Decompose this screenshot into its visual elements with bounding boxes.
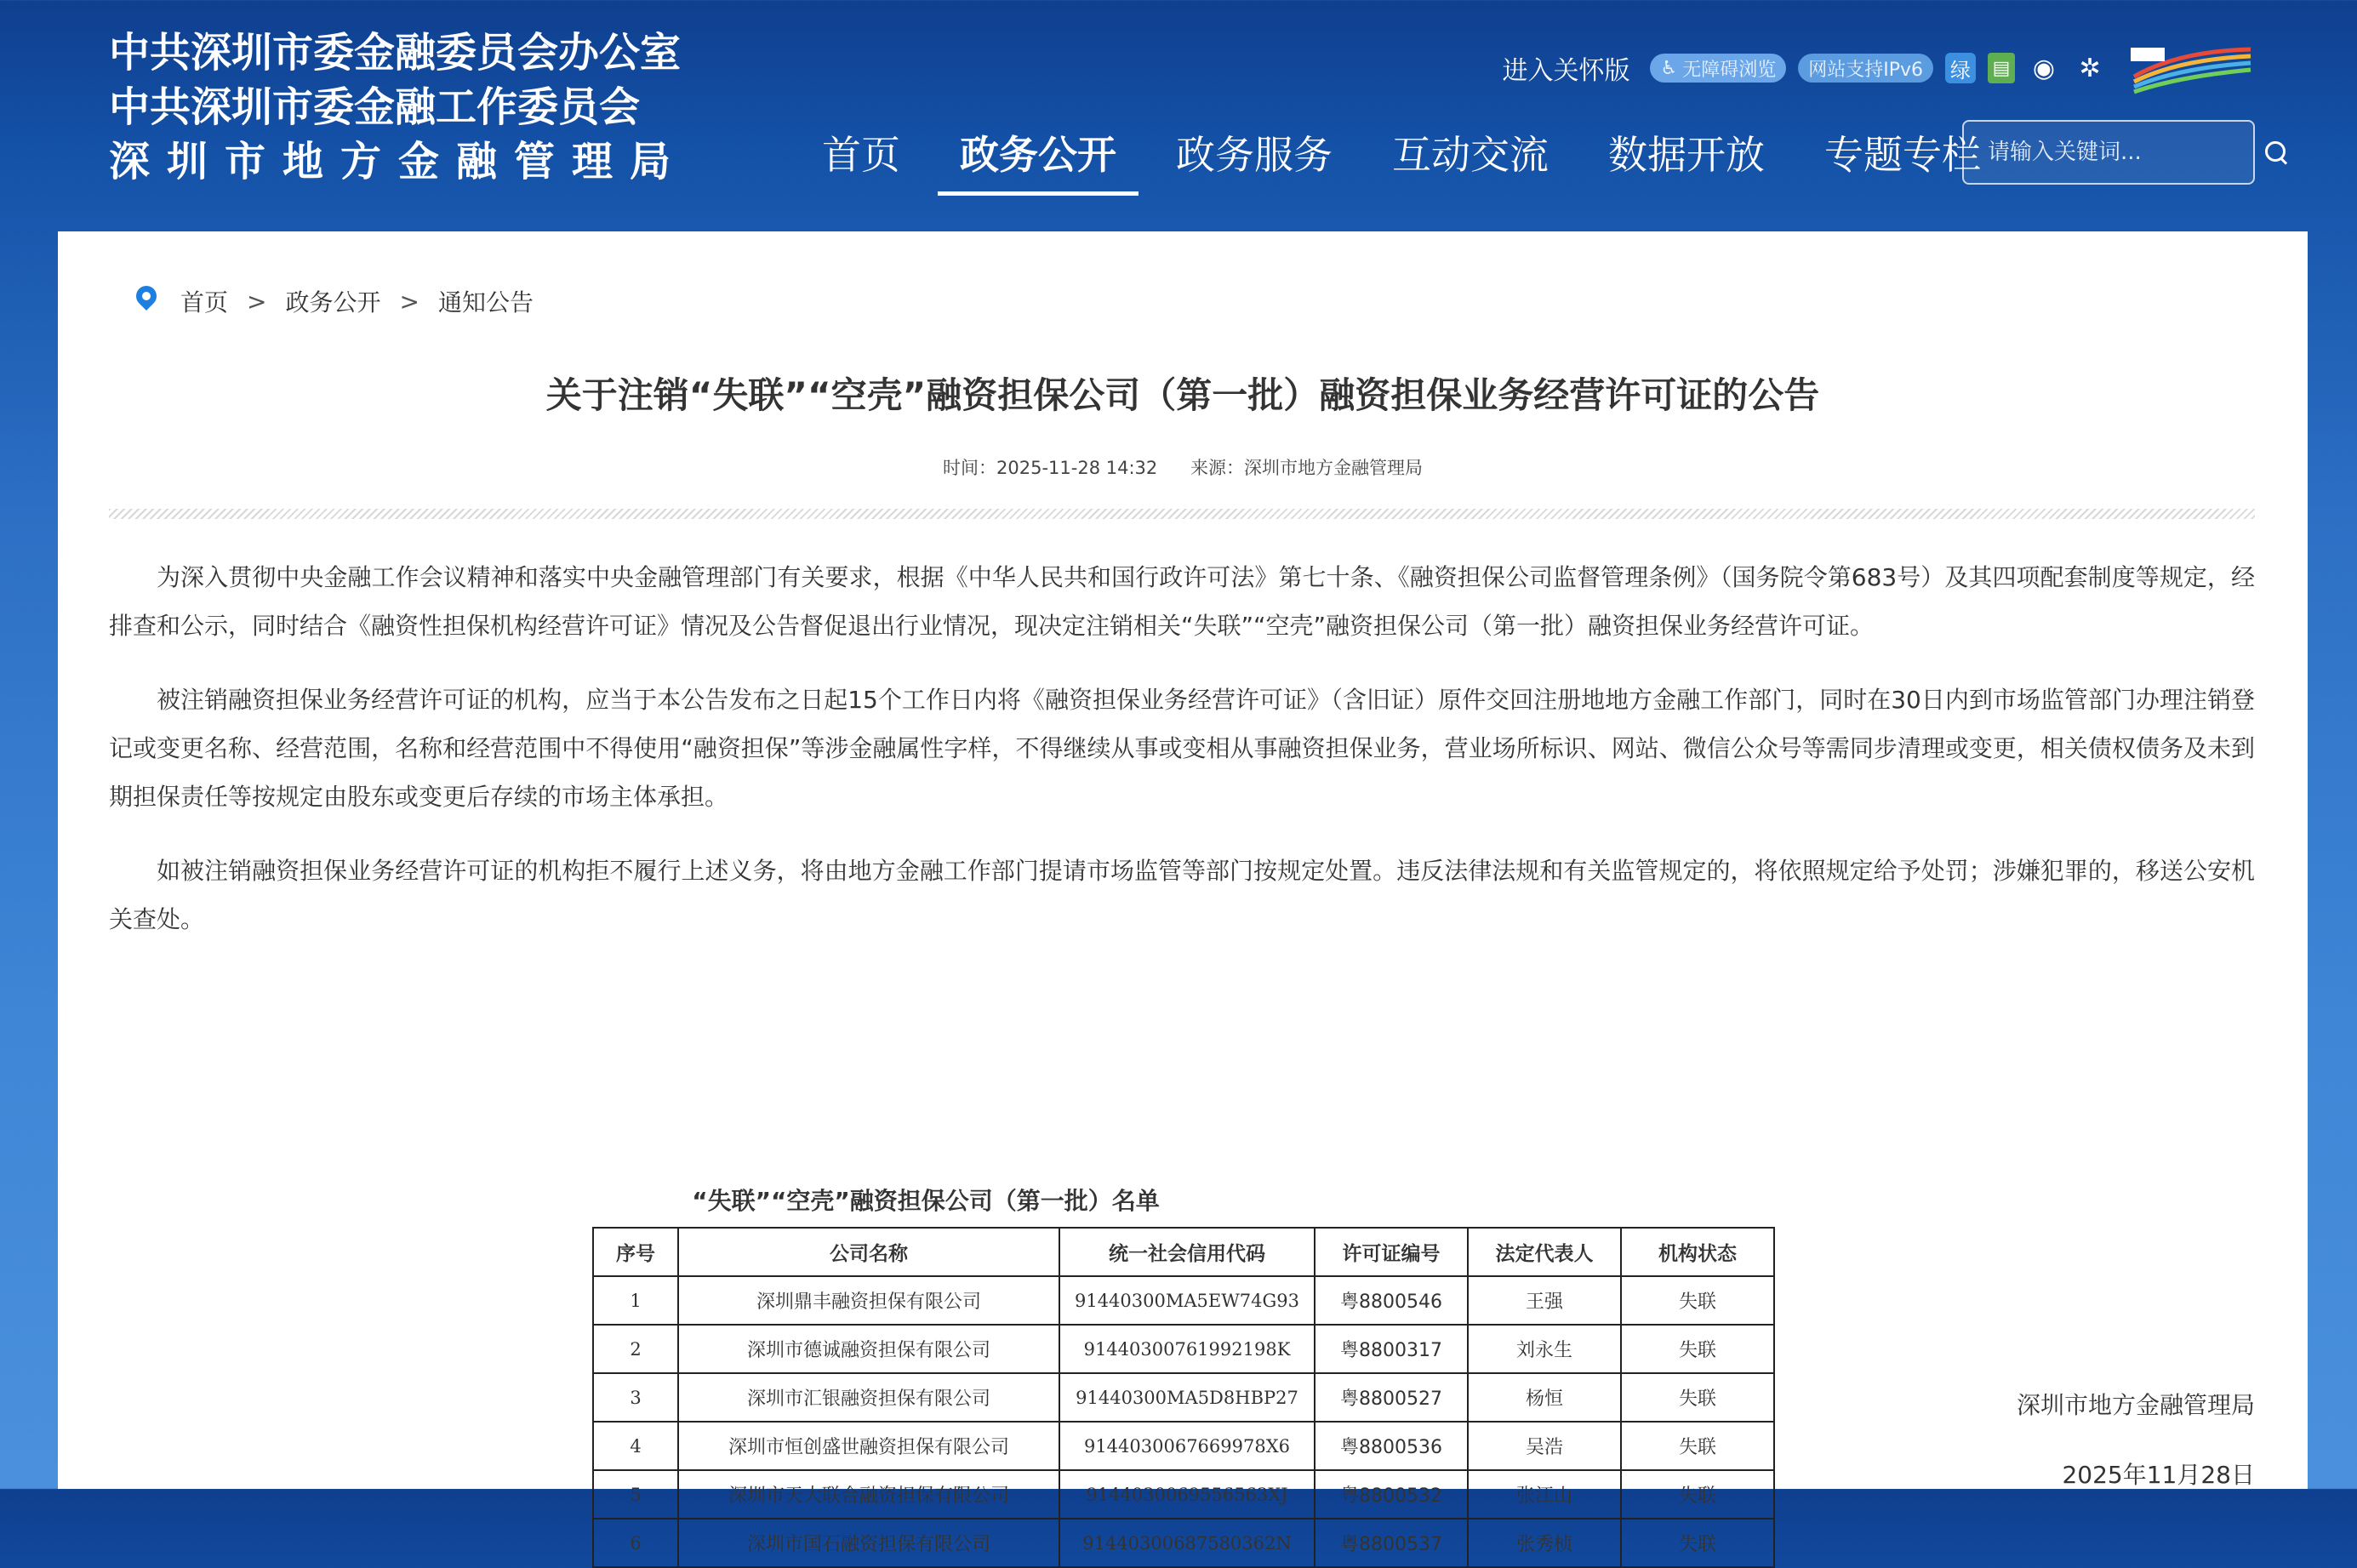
cell-status: 失联 [1621, 1519, 1774, 1567]
location-pin-icon [134, 286, 158, 316]
cell-company-name: 深圳市德诚融资担保有限公司 [678, 1325, 1059, 1373]
accessibility-icon: ♿ [1660, 57, 1678, 79]
ipv6-badge [1798, 54, 1933, 83]
ipv6-label: 网站支持IPv6 [1808, 59, 1923, 81]
cell-status: 失联 [1621, 1470, 1774, 1519]
cell-license-number: 粤8800536 [1315, 1422, 1468, 1470]
cell-license-number: 粤8800527 [1315, 1373, 1468, 1422]
cell-credit-code: 91440300687580362N [1059, 1519, 1315, 1567]
table-row [593, 1470, 1774, 1519]
table-header-row [593, 1228, 1774, 1276]
company-list-table [592, 1227, 1775, 1568]
care-version-link[interactable]: 进入关怀版 [1502, 56, 1630, 86]
breadcrumb-notices[interactable]: 通知公告 [437, 288, 534, 316]
cell-legal-rep: 张秀桢 [1468, 1519, 1621, 1567]
cell-legal-rep: 张江山 [1468, 1470, 1621, 1519]
nav-home[interactable]: 首页 [822, 132, 900, 178]
issuer-signature: 深圳市地方金融管理局 [2016, 1391, 2255, 1419]
cell-credit-code: 91440300MA5EW74G93 [1059, 1276, 1315, 1325]
search-input[interactable] [1988, 140, 2263, 165]
breadcrumb-home[interactable]: 首页 [180, 288, 229, 316]
cell-status: 失联 [1621, 1373, 1774, 1422]
cell-status: 失联 [1621, 1325, 1774, 1373]
cell-index: 3 [593, 1373, 678, 1422]
cell-license-number: 粤8800546 [1315, 1276, 1468, 1325]
mobile-app-icon[interactable]: ▤ [1988, 53, 2015, 83]
header-legal-rep: 法定代表人 [1468, 1228, 1621, 1276]
article-meta [58, 454, 2308, 480]
nav-open-data[interactable]: 数据开放 [1608, 132, 1765, 178]
accessibility-button[interactable] [1650, 54, 1786, 83]
cell-index: 1 [593, 1276, 678, 1325]
header-index: 序号 [593, 1228, 678, 1276]
nav-interaction[interactable]: 互动交流 [1392, 132, 1549, 178]
table-row [593, 1325, 1774, 1373]
cell-credit-code: 9144030067669978X6 [1059, 1422, 1315, 1470]
cell-legal-rep: 吴浩 [1468, 1422, 1621, 1470]
cell-license-number: 粤8800317 [1315, 1325, 1468, 1373]
article-title: 关于注销“失联”“空壳”融资担保公司（第一批）融资担保业务经营许可证的公告 [545, 374, 1820, 416]
cell-license-number: 粤8800537 [1315, 1519, 1468, 1567]
search-box [1962, 120, 2255, 185]
org-name-line-3: 深圳市地方金融管理局 [109, 138, 688, 185]
shenzhen-city-logo[interactable] [2127, 43, 2255, 94]
table-row [593, 1276, 1774, 1325]
breadcrumb-separator: > [247, 287, 267, 316]
table-row [593, 1373, 1774, 1422]
cell-legal-rep: 刘永生 [1468, 1325, 1621, 1373]
cell-credit-code: 91440300761992198K [1059, 1325, 1315, 1373]
org-name-line-1: 中共深圳市委金融委员会办公室 [109, 29, 682, 77]
nav-government-affairs[interactable]: 政务公开 [938, 119, 1139, 196]
cell-status: 失联 [1621, 1276, 1774, 1325]
main-nav [800, 119, 2018, 196]
cell-credit-code: 9144030069556563XJ [1059, 1470, 1315, 1519]
header-status: 机构状态 [1621, 1228, 1774, 1276]
nav-services[interactable]: 政务服务 [1176, 132, 1333, 178]
breadcrumb [134, 284, 534, 318]
weibo-icon[interactable]: ◉ [2032, 53, 2056, 83]
article-paragraph: 为深入贯彻中央金融工作会议精神和落实中央金融管理部门有关要求，根据《中华人民共和国行政许可法》第七十条、《融资担保公司监督管理条例》（国务院令第683号）及其四项配套制度等规定，经排查和公示，同时结合《融资性担保机构经营许可证》情况及公告督促退出行业情况，现决定注销相关“失联”“空壳”融资担保公司（第一批）融资担保业务经营许可证。 [109, 563, 2255, 640]
green-reading-icon[interactable]: 绿 [1945, 53, 1976, 83]
cell-credit-code: 91440300MA5D8HBP27 [1059, 1373, 1315, 1422]
issue-date: 2025年11月28日 [2062, 1461, 2255, 1489]
accessibility-label: 无障碍浏览 [1682, 59, 1777, 81]
cell-index: 2 [593, 1325, 678, 1373]
header-credit-code: 统一社会信用代码 [1059, 1228, 1315, 1276]
article-paragraph: 如被注销融资担保业务经营许可证的机构拒不履行上述义务，将由地方金融工作部门提请市场监管等部门按规定处置。违反法律法规和有关监管规定的，将依照规定给予处罚；涉嫌犯罪的，移送公安机关查处。 [109, 857, 2255, 933]
cell-index: 6 [593, 1519, 678, 1567]
cell-company-name: 深圳市汇银融资担保有限公司 [678, 1373, 1059, 1422]
cell-legal-rep: 王强 [1468, 1276, 1621, 1325]
article-body [109, 553, 2255, 969]
breadcrumb-government-affairs[interactable]: 政务公开 [285, 288, 381, 316]
table-title: “失联”“空壳”融资担保公司（第一批）名单 [692, 1187, 1160, 1215]
article-source: 来源：深圳市地方金融管理局 [1190, 458, 1423, 478]
article-paragraph: 被注销融资担保业务经营许可证的机构，应当于本公告发布之日起15个工作日内将《融资担保业务经营许可证》（含旧证）原件交回注册地地方金融工作部门，同时在30日内到市场监管部门办理注销登记或变更名称、经营范围，名称和经营范围中不得使用“融资担保”等涉金融属性字样，不得继续从事或变相从事融资担保业务，营业场所标识、网站、微信公众号等需同步清理或变更，相关债权债务及未到期担保责任等按规定由股东或变更后存续的市场主体承担。 [109, 686, 2255, 811]
share-network-icon[interactable]: ✲ [2079, 53, 2101, 83]
cell-license-number: 粤8800532 [1315, 1470, 1468, 1519]
cell-index: 4 [593, 1422, 678, 1470]
publish-time: 时间：2025-11-28 14:32 [943, 458, 1158, 478]
cell-legal-rep: 杨恒 [1468, 1373, 1621, 1422]
cell-company-name: 深圳市天大联合融资担保有限公司 [678, 1470, 1059, 1519]
cell-status: 失联 [1621, 1422, 1774, 1470]
top-tools [1502, 43, 2255, 94]
cell-company-name: 深圳市恒创盛世融资担保有限公司 [678, 1422, 1059, 1470]
nav-special-topics[interactable]: 专题专栏 [1824, 132, 1981, 178]
header-license-number: 许可证编号 [1315, 1228, 1468, 1276]
cell-index: 5 [593, 1470, 678, 1519]
breadcrumb-separator: > [399, 287, 419, 316]
org-name-line-2: 中共深圳市委金融工作委员会 [109, 83, 641, 131]
cell-company-name: 深圳市国石融资担保有限公司 [678, 1519, 1059, 1567]
org-names [109, 26, 688, 189]
table-row [593, 1519, 1774, 1567]
content-panel [58, 231, 2308, 1555]
site-header [0, 0, 2357, 231]
cell-company-name: 深圳鼎丰融资担保有限公司 [678, 1276, 1059, 1325]
header-company-name: 公司名称 [678, 1228, 1059, 1276]
title-divider [109, 509, 2255, 519]
table-row [593, 1422, 1774, 1470]
